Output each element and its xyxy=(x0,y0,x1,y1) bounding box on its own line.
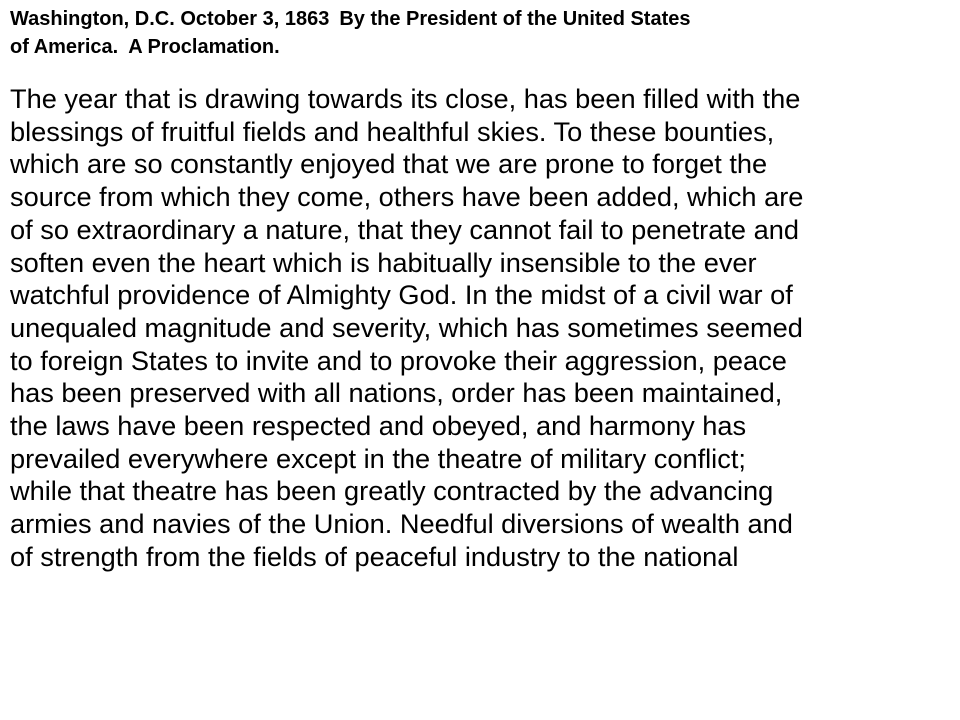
header-of-america: of America. xyxy=(10,36,119,58)
body-line: source from which they come, others have been added, which are xyxy=(10,181,804,213)
proclamation-header xyxy=(10,5,950,61)
body-line: which are so constantly enjoyed that we are prone to forget the xyxy=(10,148,768,180)
body-line: to foreign States to invite and to provoke their aggression, peace xyxy=(10,344,787,376)
body-line: soften even the heart which is habitually insensible to the ever xyxy=(10,246,757,278)
body-line: The year that is drawing towards its close, has been filled with the xyxy=(10,83,801,114)
body-line: while that theatre has been greatly contracted by the advancing xyxy=(10,475,774,507)
body-line: armies and navies of the Union. Needful diversions of wealth and xyxy=(10,508,793,540)
body-line: has been preserved with all nations, order has been maintained, xyxy=(10,377,783,409)
header-title: A Proclamation. xyxy=(128,36,280,58)
body-line: unequaled magnitude and severity, which has sometimes seemed xyxy=(10,311,803,343)
body-line: the laws have been respected and obeyed, and harmony has xyxy=(10,410,747,442)
body-line: of strength from the fields of peaceful industry to the national xyxy=(10,540,739,572)
body-line: blessings of fruitful fields and healthful skies. To these bounties, xyxy=(10,115,775,147)
header-by-the-president: By the President of the United States xyxy=(339,8,691,30)
body-line: of so extraordinary a nature, that they cannot fail to penetrate and xyxy=(10,213,799,245)
header-line-2 xyxy=(10,33,950,61)
header-line-1 xyxy=(10,5,950,33)
proclamation-body xyxy=(10,83,950,574)
body-line: watchful providence of Almighty God. In the midst of a civil war of xyxy=(10,279,793,311)
body-line: prevailed everywhere except in the theatre of military conflict; xyxy=(10,442,746,474)
header-place-date: Washington, D.C. October 3, 1863 xyxy=(10,8,330,30)
